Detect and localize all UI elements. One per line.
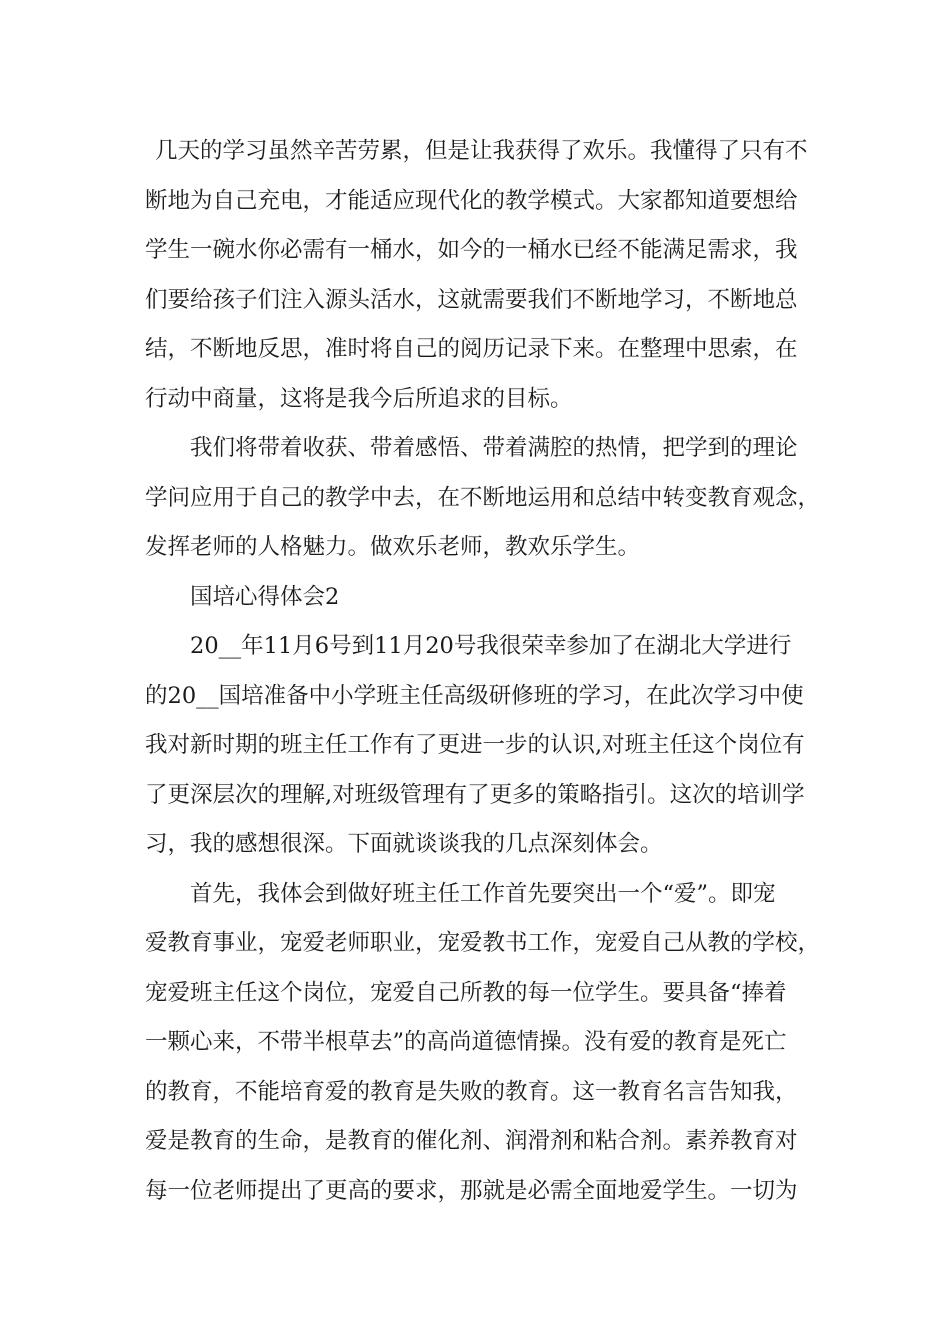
text-line: 学问应用于自己的教学中去，在不断地运用和总结中转变教育观念，	[145, 484, 821, 511]
text-line: 首先，我体会到做好班主任工作首先要突出一个“爱”。即宠	[190, 880, 776, 907]
text-line: 宠爱班主任这个岗位，宠爱自己所教的每一位学生。要具备“捧着	[145, 979, 787, 1006]
text-line: 学生一碗水你必需有一桶水，如今的一桶水已经不能满足需求，我	[145, 237, 798, 263]
text-line: 断地为自己充电，才能适应现代化的教学模式。大家都知道要想给	[145, 187, 798, 214]
text-line: 我们将带着收获、带着感悟、带着满腔的热情，把学到的理论	[190, 435, 798, 461]
text-line: 一颗心来，不带半根草去”的高尚道德情操。没有爱的教育是死亡	[145, 1029, 787, 1055]
document-body	[145, 127, 835, 1216]
text-line: 20__年11月6号到11月20号我很荣幸参加了在湖北大学进行	[190, 633, 792, 659]
text-line: 的教育，不能培育爱的教育是失败的教育。这一教育名言告知我，	[145, 1078, 798, 1105]
text-line: 结，不断地反思，准时将自己的阅历记录下来。在整理中思索，在	[145, 336, 798, 362]
text-line: 爱教育事业，宠爱老师职业，宠爱教书工作，宠爱自己从教的学校，	[145, 930, 821, 956]
text-line: 国培心得体会2	[190, 583, 340, 610]
text-line: 了更深层次的理解,对班级管理有了更多的策略指引。这次的培训学	[145, 781, 805, 808]
text-line: 爱是教育的生命，是教育的催化剂、润滑剂和粘合剂。素养教育对	[145, 1128, 798, 1154]
text-line: 发挥老师的人格魅力。做欢乐老师，教欢乐学生。	[145, 534, 641, 560]
text-line: 行动中商量，这将是我今后所追求的目标。	[145, 385, 573, 412]
text-line: 习，我的感想很深。下面就谈谈我的几点深刻体会。	[145, 831, 663, 857]
text-line: 每一位老师提出了更高的要求，那就是必需全面地爱学生。一切为	[145, 1177, 798, 1204]
text-line: 几天的学习虽然辛苦劳累，但是让我获得了欢乐。我懂得了只有不	[155, 138, 808, 164]
text-line: 我对新时期的班主任工作有了更进一步的认识,对班主任这个岗位有	[145, 732, 805, 758]
text-line: 的20__国培准备中小学班主任高级研修班的学习，在此次学习中使	[145, 682, 804, 709]
text-line: 们要给孩子们注入源头活水，这就需要我们不断地学习，不断地总	[145, 286, 798, 313]
